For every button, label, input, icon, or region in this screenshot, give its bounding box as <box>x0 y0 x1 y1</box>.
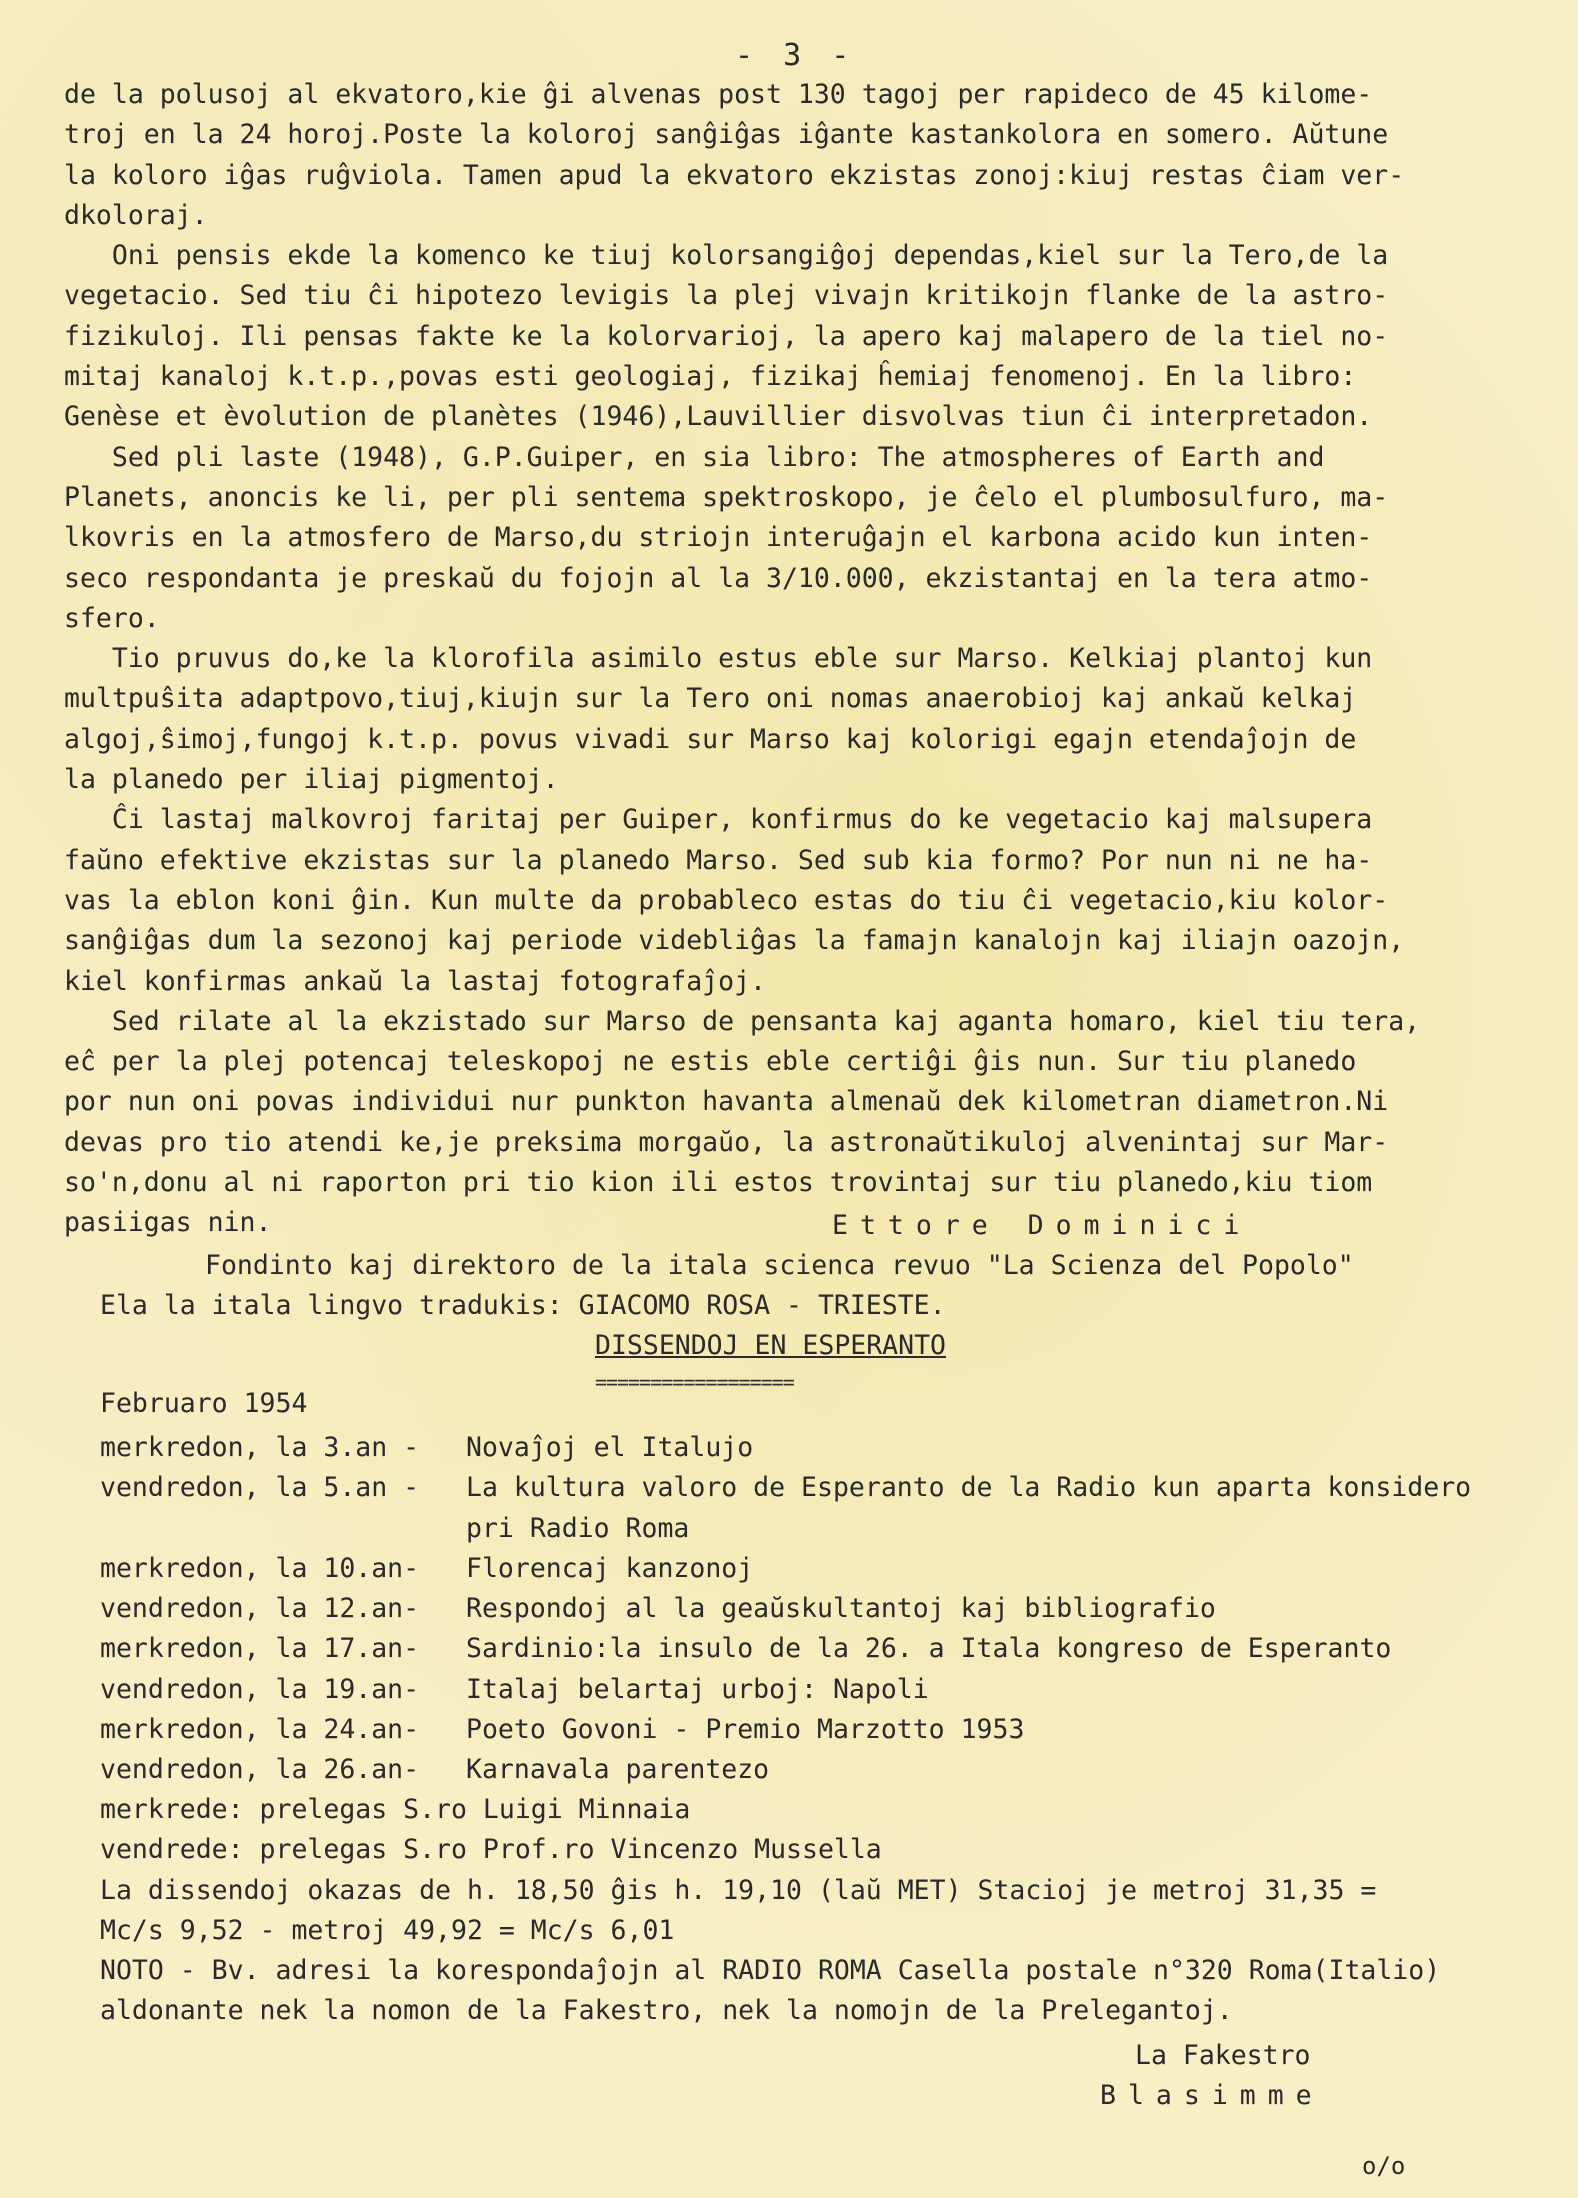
body-line: la planedo per iliaj pigmentoj. <box>64 764 559 796</box>
body-line: pasiigas nin. <box>64 1207 272 1239</box>
body-line: la koloro iĝas ruĝviola. Tamen apud la ekvatoro ekzistas zonoj:kiuj restas ĉiam ver- <box>64 159 1405 191</box>
schedule-day: vendredon, la 26.an- <box>100 1754 420 1786</box>
body-line: Sed pli laste (1948), G.P.Guiper, en sia libro: The atmospheres of Earth and <box>64 441 1325 473</box>
body-line: Ĉi lastaj malkovroj faritaj per Guiper, konfirmus do ke vegetacio kaj malsupera <box>64 804 1373 836</box>
title-rule: ================== <box>595 1370 794 1394</box>
schedule-topic: Respondoj al la geaŭskultantoj kaj bibliografio <box>466 1593 1216 1625</box>
schedule-month: Februaro 1954 <box>100 1388 308 1419</box>
author-name: Ettore Dominici <box>832 1210 1252 1241</box>
schedule-row <box>100 1428 1540 1468</box>
schedule-row <box>100 1670 1540 1710</box>
body-line: kiel konfirmas ankaŭ la lastaj fotografaĵoj. <box>64 965 766 997</box>
schedule-topic: Karnavala parentezo <box>466 1754 770 1786</box>
body-line: Planets, anoncis ke li, per pli sentema spektroskopo, je ĉelo el plumbosulfuro, ma- <box>64 481 1389 513</box>
body-line: mitaj kanaloj k.t.p.,povas esti geologiaj, fizikaj ĥemiaj fenomenoj. En la libro: <box>64 361 1357 393</box>
schedule-day: merkredon, la 10.an- <box>100 1552 420 1584</box>
schedule-topic: Italaj belartaj urboj: Napoli <box>466 1673 929 1705</box>
body-line: vegetacio. Sed tiu ĉi hipotezo levigis la plej vivajn kritikojn flanke de la astro- <box>64 280 1389 312</box>
schedule-row <box>100 1549 1540 1589</box>
schedule-topic: La kultura valoro de Esperanto de la Radio kun aparta konsidero <box>466 1472 1472 1504</box>
schedule-title: DISSENDOJ EN ESPERANTO <box>595 1330 946 1361</box>
body-line: troj en la 24 horoj.Poste la koloroj sanĝiĝas iĝante kastankolora en somero. Aŭtune <box>64 119 1389 151</box>
closing-title: La Fakestro <box>1135 2040 1311 2071</box>
body-line: seco respondanta je preskaŭ du fojojn al la 3/10.000, ekzistantaj en la tera atmo- <box>64 562 1373 594</box>
schedule-topic: Novaĵoj el Italujo <box>466 1432 754 1463</box>
schedule-topic: Poeto Govoni - Premio Marzotto 1953 <box>466 1714 1025 1746</box>
schedule-topic: pri Radio Roma <box>466 1512 690 1544</box>
schedule-day <box>100 1509 466 1549</box>
schedule-row <box>100 1589 1540 1629</box>
body-line: Oni pensis ekde la komenco ke tiuj kolorsangiĝoj dependas,kiel sur la Tero,de la <box>64 240 1389 272</box>
body-line: sanĝiĝas dum la sezonoj kaj periode videbliĝas la famajn kanalojn kaj iliajn oazojn, <box>64 925 1405 957</box>
body-line: devas pro tio atendi ke,je preksima morgaŭo, la astronaŭtikuloj alvenintaj sur Mar- <box>64 1126 1389 1158</box>
body-line: so'n,donu al ni raporton pri tio kion ili estos trovintaj sur tiu planedo,kiu tiom <box>64 1167 1373 1199</box>
body-line: eĉ per la plej potencaj teleskopoj ne estis eble certiĝi ĝis nun. Sur tiu planedo <box>64 1046 1357 1078</box>
schedule-topic: Sardinio:la insulo de la 26. a Itala kongreso de Esperanto <box>466 1633 1392 1665</box>
author-role: Fondinto kaj direktoro de la itala scienca revuo "La Scienza del Popolo" <box>205 1250 1354 1281</box>
note-line: vendrede: prelegas S.ro Prof.ro Vincenzo Mussella <box>100 1834 882 1866</box>
schedule-row <box>100 1629 1540 1669</box>
body-line: fizikuloj. Ili pensas fakte ke la kolorvarioj, la apero kaj malapero de la tiel no- <box>64 320 1389 352</box>
body-line: faŭno efektive ekzistas sur la planedo Marso. Sed sub kia formo? Por nun ni ne ha- <box>64 844 1373 876</box>
schedule-day: merkredon, la 3.an - <box>100 1432 420 1463</box>
schedule-day: merkredon, la 24.an- <box>100 1714 420 1746</box>
closing-mark: o/o <box>1362 2152 1406 2180</box>
body-line: lkovris en la atmosfero de Marso,du striojn interuĝajn el karbona acido kun inten- <box>64 522 1373 554</box>
body-line: algoj,ŝimoj,fungoj k.t.p. povus vivadi sur Marso kaj kolorigi egajn etendaĵojn de <box>64 723 1357 755</box>
schedule-topic: Florencaj kanzonoj <box>466 1552 754 1584</box>
note-line: merkrede: prelegas S.ro Luigi Minnaia <box>100 1794 691 1825</box>
schedule-row <box>100 1468 1540 1508</box>
body-line: Sed rilate al la ekzistado sur Marso de pensanta kaj aganta homaro, kiel tiu tera, <box>64 1005 1421 1037</box>
body-line: por nun oni povas individui nur punkton havanta almenaŭ dek kilometran diametron.Ni <box>64 1086 1389 1118</box>
note-line: aldonante nek la nomon de la Fakestro, nek la nomojn de la Prelegantoj. <box>100 1995 1233 2027</box>
body-line: Tio pruvus do,ke la klorofila asimilo estus eble sur Marso. Kelkiaj plantoj kun <box>64 643 1373 675</box>
note-line: NOTO - Bv. adresi la korespondaĵojn al RADIO ROMA Casella postale n°320 Roma(Italio) <box>100 1955 1441 1987</box>
schedule-list <box>100 1428 1540 1791</box>
body-line: Genèse et èvolution de planètes (1946),Lauvillier disvolvas tiun ĉi interpretadon. <box>64 401 1373 433</box>
schedule-row <box>100 1509 1540 1549</box>
body-line: multpuŝita adaptpovo,tiuj,kiujn sur la Tero oni nomas anaerobioj kaj ankaŭ kelkaj <box>64 683 1357 715</box>
page-number: - 3 - <box>735 38 856 73</box>
body-line: sfero. <box>64 602 160 634</box>
schedule-notes <box>100 1790 1540 2032</box>
schedule-day: vendredon, la 12.an- <box>100 1593 420 1625</box>
closing-signature: Blasimme <box>1100 2080 1324 2111</box>
note-line: Mc/s 9,52 - metroj 49,92 = Mc/s 6,01 <box>100 1914 675 1946</box>
body-line: de la polusoj al ekvatoro,kie ĝi alvenas post 130 tagoj per rapideco de 45 kilome- <box>64 79 1373 110</box>
schedule-day: vendredon, la 5.an - <box>100 1472 420 1504</box>
body-line: dkoloraj. <box>64 199 208 231</box>
schedule-row <box>100 1710 1540 1750</box>
article-body <box>64 75 1524 1244</box>
translator-line: Ela la itala lingvo tradukis: GIACOMO ROSA - TRIESTE. <box>100 1290 946 1321</box>
note-line: La dissendoj okazas de h. 18,50 ĝis h. 19,10 (laŭ MET) Stacioj je metroj 31,35 = <box>100 1874 1377 1906</box>
schedule-day: vendredon, la 19.an- <box>100 1673 420 1705</box>
schedule-row <box>100 1750 1540 1790</box>
schedule-day: merkredon, la 17.an- <box>100 1633 420 1665</box>
body-line: vas la eblon koni ĝin. Kun multe da probableco estas do tiu ĉi vegetacio,kiu kolor- <box>64 884 1389 916</box>
